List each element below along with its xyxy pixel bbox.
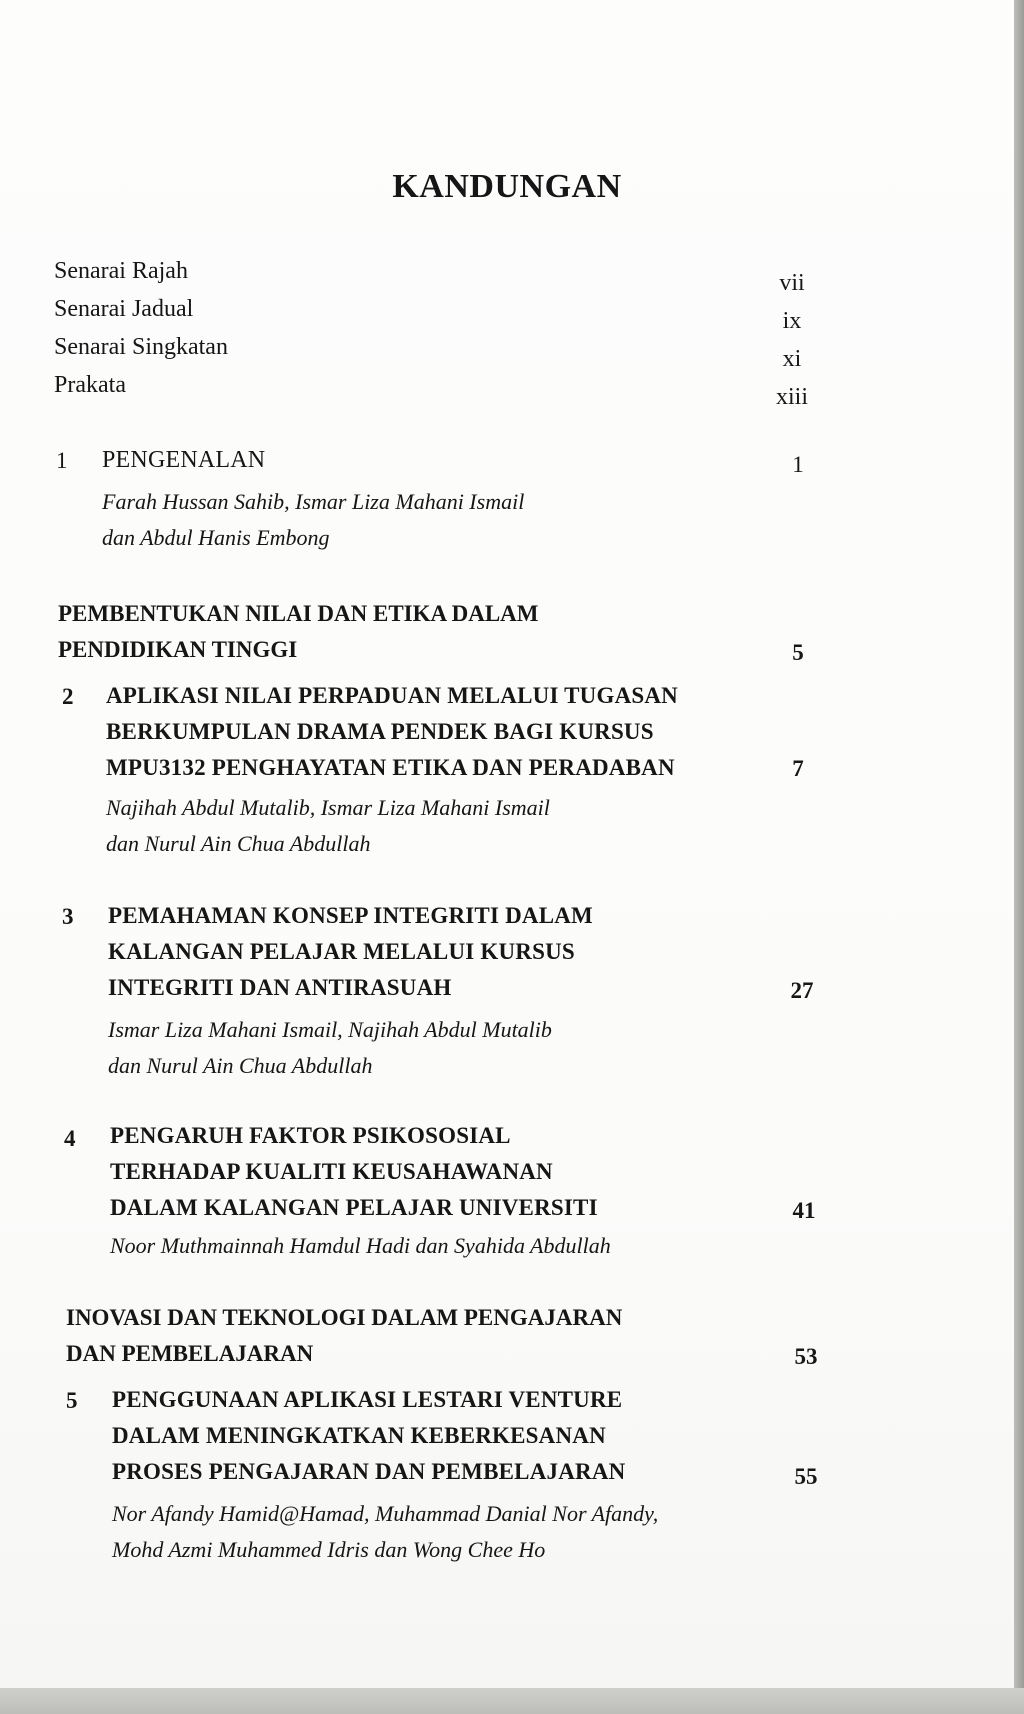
section-line: DAN PEMBELAJARAN bbox=[66, 1341, 314, 1366]
chapter-page: 7 bbox=[792, 756, 804, 781]
chapter-authors bbox=[106, 790, 550, 862]
chapter-authors bbox=[112, 1496, 658, 1568]
section-line: PENDIDIKAN TINGGI bbox=[58, 637, 298, 662]
chapter-number: 4 bbox=[64, 1126, 76, 1151]
toc-entry-label: Senarai Jadual bbox=[54, 296, 194, 322]
section-page: 53 bbox=[794, 1344, 818, 1369]
section-line: INOVASI DAN TEKNOLOGI DALAM PENGAJARAN bbox=[66, 1305, 623, 1330]
section-line: PEMBENTUKAN NILAI DAN ETIKA DALAM bbox=[58, 601, 539, 626]
chapter-authors bbox=[108, 1012, 552, 1084]
chapter-title-line: PENGGUNAAN APLIKASI LESTARI VENTURE bbox=[112, 1387, 623, 1412]
chapter-title-line: BERKUMPULAN DRAMA PENDEK BAGI KURSUS bbox=[106, 719, 654, 744]
chapter-title bbox=[110, 1118, 598, 1226]
chapter-page: 1 bbox=[792, 452, 804, 477]
chapter-title-line: PEMAHAMAN KONSEP INTEGRITI DALAM bbox=[108, 903, 593, 928]
toc-entry-page: vii bbox=[779, 270, 805, 296]
author-line: Mohd Azmi Muhammed Idris dan Wong Chee Ho bbox=[112, 1537, 546, 1562]
chapter-page: 41 bbox=[792, 1198, 816, 1223]
chapter-authors bbox=[102, 484, 524, 556]
author-line: Ismar Liza Mahani Ismail, Najihah Abdul Mutalib bbox=[108, 1017, 552, 1042]
page-title: KANDUNGAN bbox=[392, 168, 622, 205]
toc-entry-page: xiii bbox=[775, 384, 809, 410]
chapter-title bbox=[112, 1382, 625, 1490]
section-heading bbox=[58, 596, 538, 668]
chapter-title-line: TERHADAP KUALITI KEUSAHAWANAN bbox=[110, 1159, 553, 1184]
author-line: Farah Hussan Sahib, Ismar Liza Mahani Ismail bbox=[102, 489, 525, 514]
chapter-title-line: PENGARUH FAKTOR PSIKOSOSIAL bbox=[110, 1123, 511, 1148]
toc-entry-label: Senarai Rajah bbox=[54, 258, 188, 284]
section-heading bbox=[66, 1300, 622, 1372]
chapter-number: 3 bbox=[62, 904, 74, 929]
author-line: Najihah Abdul Mutalib, Ismar Liza Mahani Ismail bbox=[106, 795, 550, 820]
author-line: dan Nurul Ain Chua Abdullah bbox=[106, 831, 371, 856]
chapter-number: 5 bbox=[66, 1388, 78, 1413]
chapter-title-line: DALAM KALANGAN PELAJAR UNIVERSITI bbox=[110, 1195, 598, 1220]
author-line: Noor Muthmainnah Hamdul Hadi dan Syahida Abdullah bbox=[110, 1233, 611, 1258]
chapter-title-line: PROSES PENGAJARAN DAN PEMBELAJARAN bbox=[112, 1459, 626, 1484]
chapter-title-line: KALANGAN PELAJAR MELALUI KURSUS bbox=[108, 939, 575, 964]
author-line: dan Nurul Ain Chua Abdullah bbox=[108, 1053, 373, 1078]
toc-entry-page: xi bbox=[782, 346, 802, 372]
chapter-number: 2 bbox=[62, 684, 74, 709]
chapter-page: 27 bbox=[790, 978, 814, 1003]
chapter-title bbox=[106, 678, 678, 786]
author-line: Nor Afandy Hamid@Hamad, Muhammad Danial Nor Afandy, bbox=[112, 1501, 659, 1526]
chapter-title bbox=[108, 898, 593, 1006]
chapter-title: PENGENALAN bbox=[102, 447, 266, 473]
chapter-page: 55 bbox=[794, 1464, 818, 1489]
chapter-authors bbox=[110, 1228, 611, 1264]
chapter-title-line: DALAM MENINGKATKAN KEBERKESANAN bbox=[112, 1423, 606, 1448]
chapter-title-line: INTEGRITI DAN ANTIRASUAH bbox=[108, 975, 452, 1000]
page-edge bbox=[1014, 0, 1024, 1714]
chapter-number: 1 bbox=[56, 448, 68, 473]
toc-entry-label: Senarai Singkatan bbox=[54, 334, 228, 360]
page-bottom-shadow bbox=[0, 1688, 1024, 1714]
section-page: 5 bbox=[792, 640, 804, 665]
chapter-title-line: APLIKASI NILAI PERPADUAN MELALUI TUGASAN bbox=[106, 683, 678, 708]
toc-entry-label: Prakata bbox=[54, 372, 126, 398]
author-line: dan Abdul Hanis Embong bbox=[102, 525, 330, 550]
chapter-title-line: MPU3132 PENGHAYATAN ETIKA DAN PERADABAN bbox=[106, 755, 675, 780]
toc-entry-page: ix bbox=[782, 308, 802, 334]
